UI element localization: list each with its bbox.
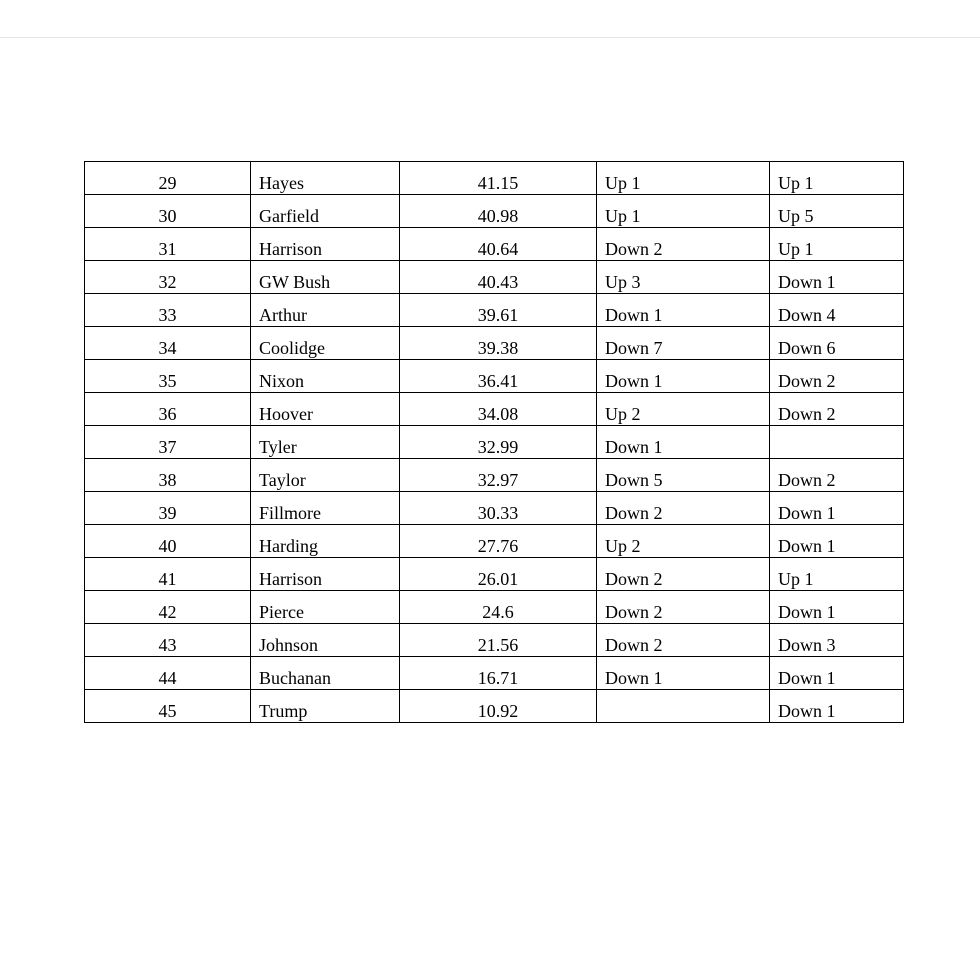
table-row (85, 426, 904, 459)
president-name-cell: Hayes (251, 162, 400, 195)
president-name-cell: Garfield (251, 195, 400, 228)
rank-change-cell: Down 5 (597, 459, 770, 492)
president-name-cell: Tyler (251, 426, 400, 459)
viewer-top-divider (0, 37, 980, 38)
score-cell: 40.98 (400, 195, 597, 228)
table-row (85, 294, 904, 327)
table-row (85, 360, 904, 393)
rank-change-secondary-cell: Up 5 (770, 195, 904, 228)
rank-change-secondary-cell: Down 1 (770, 492, 904, 525)
score-cell: 32.97 (400, 459, 597, 492)
rank-change-cell: Down 2 (597, 558, 770, 591)
president-name-cell: Hoover (251, 393, 400, 426)
rank-cell: 40 (85, 525, 251, 558)
score-cell: 26.01 (400, 558, 597, 591)
rank-change-secondary-cell: Down 1 (770, 657, 904, 690)
table-row (85, 657, 904, 690)
rank-change-secondary-cell: Down 6 (770, 327, 904, 360)
rank-cell: 42 (85, 591, 251, 624)
rank-cell: 39 (85, 492, 251, 525)
rank-change-cell: Up 1 (597, 162, 770, 195)
table-row (85, 393, 904, 426)
table-row (85, 690, 904, 723)
rank-change-cell: Up 2 (597, 393, 770, 426)
president-name-cell: Johnson (251, 624, 400, 657)
rank-cell: 37 (85, 426, 251, 459)
rank-cell: 29 (85, 162, 251, 195)
rank-cell: 44 (85, 657, 251, 690)
rank-change-cell: Up 2 (597, 525, 770, 558)
table-row (85, 558, 904, 591)
president-name-cell: Buchanan (251, 657, 400, 690)
score-cell: 10.92 (400, 690, 597, 723)
rank-cell: 32 (85, 261, 251, 294)
rank-change-cell: Down 2 (597, 624, 770, 657)
president-name-cell: Pierce (251, 591, 400, 624)
president-name-cell: GW Bush (251, 261, 400, 294)
rank-change-cell: Down 2 (597, 591, 770, 624)
table-row (85, 459, 904, 492)
rank-change-cell: Down 2 (597, 228, 770, 261)
rank-change-secondary-cell: Up 1 (770, 228, 904, 261)
president-name-cell: Harrison (251, 558, 400, 591)
score-cell: 39.61 (400, 294, 597, 327)
score-cell: 16.71 (400, 657, 597, 690)
rank-change-secondary-cell: Down 2 (770, 360, 904, 393)
rank-change-secondary-cell: Down 1 (770, 591, 904, 624)
rank-cell: 38 (85, 459, 251, 492)
rank-change-cell: Up 1 (597, 195, 770, 228)
rank-change-secondary-cell: Up 1 (770, 558, 904, 591)
rank-cell: 34 (85, 327, 251, 360)
table-row (85, 624, 904, 657)
president-name-cell: Harding (251, 525, 400, 558)
score-cell: 32.99 (400, 426, 597, 459)
table-row (85, 327, 904, 360)
score-cell: 34.08 (400, 393, 597, 426)
presidential-ranking-table (84, 161, 904, 723)
rank-change-cell: Up 3 (597, 261, 770, 294)
rank-change-secondary-cell: Down 1 (770, 690, 904, 723)
score-cell: 21.56 (400, 624, 597, 657)
president-name-cell: Trump (251, 690, 400, 723)
rank-cell: 41 (85, 558, 251, 591)
rank-cell: 30 (85, 195, 251, 228)
rank-change-cell: Down 1 (597, 657, 770, 690)
score-cell: 24.6 (400, 591, 597, 624)
table-body (85, 162, 904, 723)
score-cell: 39.38 (400, 327, 597, 360)
table-row (85, 492, 904, 525)
rank-change-secondary-cell: Down 1 (770, 261, 904, 294)
score-cell: 40.43 (400, 261, 597, 294)
rank-change-cell: Down 1 (597, 294, 770, 327)
table-row (85, 261, 904, 294)
table-row (85, 228, 904, 261)
score-cell: 40.64 (400, 228, 597, 261)
rank-change-secondary-cell: Down 1 (770, 525, 904, 558)
score-cell: 30.33 (400, 492, 597, 525)
president-name-cell: Harrison (251, 228, 400, 261)
rank-cell: 36 (85, 393, 251, 426)
table-row (85, 162, 904, 195)
rank-change-secondary-cell (770, 426, 904, 459)
rank-change-cell: Down 1 (597, 426, 770, 459)
rank-change-secondary-cell: Down 4 (770, 294, 904, 327)
rank-change-secondary-cell: Down 2 (770, 459, 904, 492)
rank-change-cell: Down 1 (597, 360, 770, 393)
rank-cell: 45 (85, 690, 251, 723)
score-cell: 41.15 (400, 162, 597, 195)
president-name-cell: Nixon (251, 360, 400, 393)
table-row (85, 195, 904, 228)
rank-change-secondary-cell: Up 1 (770, 162, 904, 195)
rank-cell: 33 (85, 294, 251, 327)
rank-change-cell: Down 7 (597, 327, 770, 360)
rank-cell: 31 (85, 228, 251, 261)
president-name-cell: Fillmore (251, 492, 400, 525)
table-row (85, 525, 904, 558)
president-name-cell: Coolidge (251, 327, 400, 360)
rank-change-secondary-cell: Down 3 (770, 624, 904, 657)
score-cell: 27.76 (400, 525, 597, 558)
president-name-cell: Arthur (251, 294, 400, 327)
table-row (85, 591, 904, 624)
president-name-cell: Taylor (251, 459, 400, 492)
rank-cell: 35 (85, 360, 251, 393)
rank-cell: 43 (85, 624, 251, 657)
score-cell: 36.41 (400, 360, 597, 393)
rank-change-secondary-cell: Down 2 (770, 393, 904, 426)
rank-change-cell: Down 2 (597, 492, 770, 525)
rank-change-cell (597, 690, 770, 723)
